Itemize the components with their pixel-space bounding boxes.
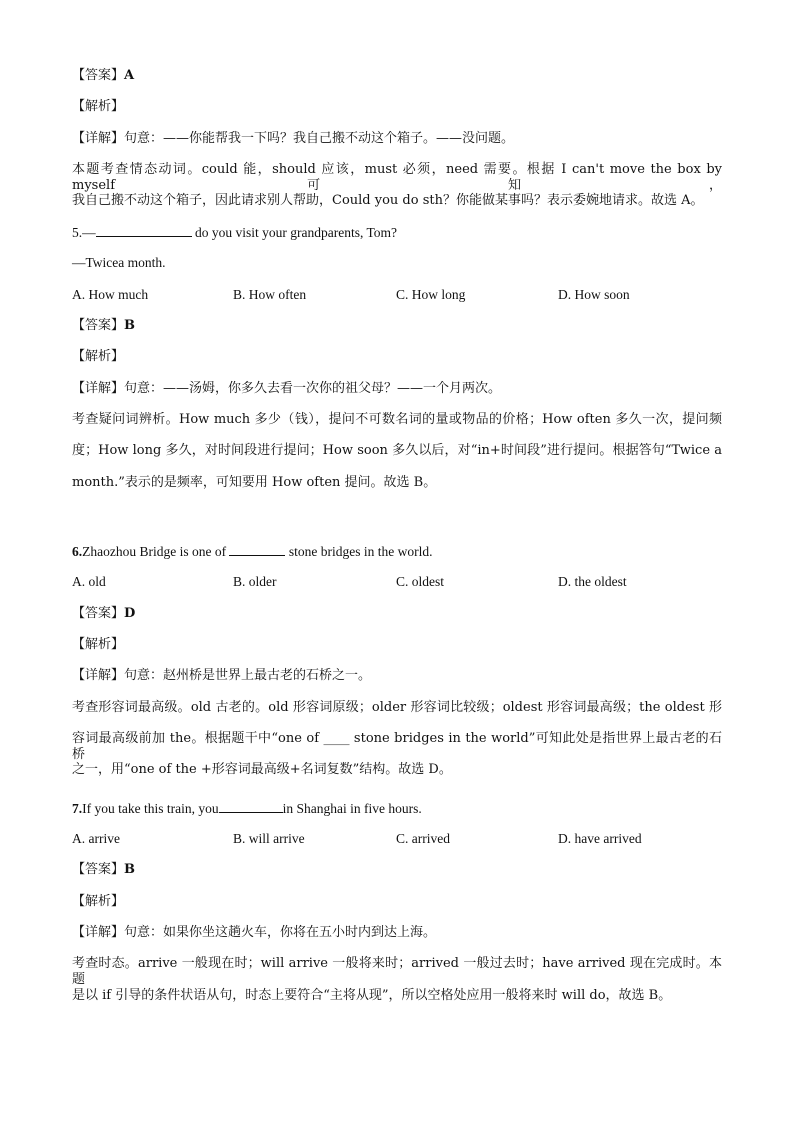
stem-text: do you visit your grandparents, Tom? bbox=[191, 225, 398, 240]
q7-explanation-1: 考查时态。arrive 一般现在时；will arrive 一般将来时；arrived 一般过去时；have arrived 现在完成时。本题 bbox=[72, 956, 722, 987]
q5-explanation-2: 度；How long 多久，对时间段进行提问；How soon 多久以后，对“in+时间段”进行提问。根据答句“Twice a bbox=[72, 443, 722, 458]
detail-text: 句意：赵州桥是世界上最古老的石桥之一。 bbox=[124, 668, 372, 683]
detail-text: 句意：如果你坐这趟火车，你将在五小时内到达上海。 bbox=[124, 925, 437, 940]
q6-option-d: D. the oldest bbox=[558, 574, 627, 589]
q4-detail bbox=[72, 131, 722, 147]
q4-explanation-1: 本题考查情态动词。could 能，should 应该，must 必须，need 需要。根据 I can't move the box by myself 可知， bbox=[72, 162, 722, 193]
q5-answer bbox=[72, 318, 722, 334]
answer-tag: 【答案】 bbox=[72, 606, 125, 621]
answer-value: B bbox=[124, 318, 136, 333]
detail-tag: 【详解】 bbox=[72, 381, 125, 396]
q7-stem bbox=[72, 800, 722, 817]
answer-blank bbox=[229, 543, 285, 556]
q5-option-b: B. How often bbox=[233, 287, 307, 302]
q6-option-a: A. old bbox=[72, 574, 106, 589]
q7-option-b: B. will arrive bbox=[233, 831, 305, 846]
q7-option-d: D. have arrived bbox=[558, 831, 642, 846]
q6-explanation-3: 之一，用“one of the +形容词最高级+名词复数”结构。故选 D。 bbox=[72, 762, 452, 777]
q5-option-d: D. How soon bbox=[558, 287, 630, 302]
detail-tag: 【详解】 bbox=[72, 668, 125, 683]
q6-option-c: C. oldest bbox=[396, 574, 445, 589]
q6-explanation-1: 考查形容词最高级。old 古老的。old 形容词原级；older 形容词比较级；oldest 形容词最高级；the oldest 形 bbox=[72, 700, 722, 715]
q7-answer bbox=[72, 862, 722, 878]
q4-analysis: 【解析】 bbox=[72, 99, 125, 114]
q5-option-a: A. How much bbox=[72, 287, 149, 302]
answer-value: B bbox=[124, 862, 136, 877]
detail-text: 句意：——你能帮我一下吗？我自己搬不动这个箱子。——没问题。 bbox=[124, 131, 515, 146]
answer-tag: 【答案】 bbox=[72, 68, 125, 83]
answer-tag: 【答案】 bbox=[72, 318, 125, 333]
q7-detail bbox=[72, 925, 722, 941]
answer-blank bbox=[96, 224, 192, 237]
q4-answer bbox=[72, 68, 722, 84]
question-number: 6. bbox=[72, 544, 83, 559]
q5-reply: —Twicea month. bbox=[72, 255, 166, 270]
stem-text-b: stone bridges in the world. bbox=[285, 544, 433, 559]
answer-value: D bbox=[124, 606, 136, 621]
q6-stem bbox=[72, 543, 722, 560]
answer-value: A bbox=[124, 68, 135, 83]
stem-text-a: Zhaozhou Bridge is one of bbox=[82, 544, 230, 559]
q5-analysis: 【解析】 bbox=[72, 349, 125, 364]
stem-text-b: in Shanghai in five hours. bbox=[282, 801, 422, 816]
detail-tag: 【详解】 bbox=[72, 925, 125, 940]
question-number: 7. bbox=[72, 801, 83, 816]
answer-tag: 【答案】 bbox=[72, 862, 125, 877]
q4-explanation-2: 我自己搬不动这个箱子，因此请求别人帮助，Could you do sth？你能做某事吗？表示委婉地请求。故选 A。 bbox=[72, 193, 704, 208]
detail-tag: 【详解】 bbox=[72, 131, 125, 146]
q6-analysis: 【解析】 bbox=[72, 637, 125, 652]
q6-option-b: B. older bbox=[233, 574, 277, 589]
q7-option-a: A. arrive bbox=[72, 831, 120, 846]
q7-analysis: 【解析】 bbox=[72, 894, 125, 909]
question-number: 5. bbox=[72, 225, 83, 240]
q5-option-c: C. How long bbox=[396, 287, 466, 302]
q7-option-c: C. arrived bbox=[396, 831, 450, 846]
q6-detail bbox=[72, 668, 722, 684]
q7-explanation-2: 是以 if 引导的条件状语从句，时态上要符合“主将从现”，所以空格处应用一般将来时 will do，故选 B。 bbox=[72, 988, 672, 1003]
q5-explanation-1: 考查疑问词辨析。How much 多少（钱），提问不可数名词的量或物品的价格；How often 多久一次，提问频 bbox=[72, 412, 722, 427]
answer-blank bbox=[219, 800, 283, 813]
detail-text: 句意：——汤姆，你多久去看一次你的祖父母？——一个月两次。 bbox=[124, 381, 502, 396]
q5-detail bbox=[72, 381, 722, 397]
q5-explanation-3: month.”表示的是频率，可知要用 How often 提问。故选 B。 bbox=[72, 475, 437, 490]
stem-text-a: If you take this train, you bbox=[82, 801, 219, 816]
q6-answer bbox=[72, 606, 722, 622]
dash: — bbox=[82, 225, 96, 240]
q5-stem bbox=[72, 224, 722, 241]
q6-explanation-2: 容词最高级前加 the。根据题干中“one of ____ stone bridges in the world”可知此处是指世界上最古老的石桥 bbox=[72, 731, 722, 762]
